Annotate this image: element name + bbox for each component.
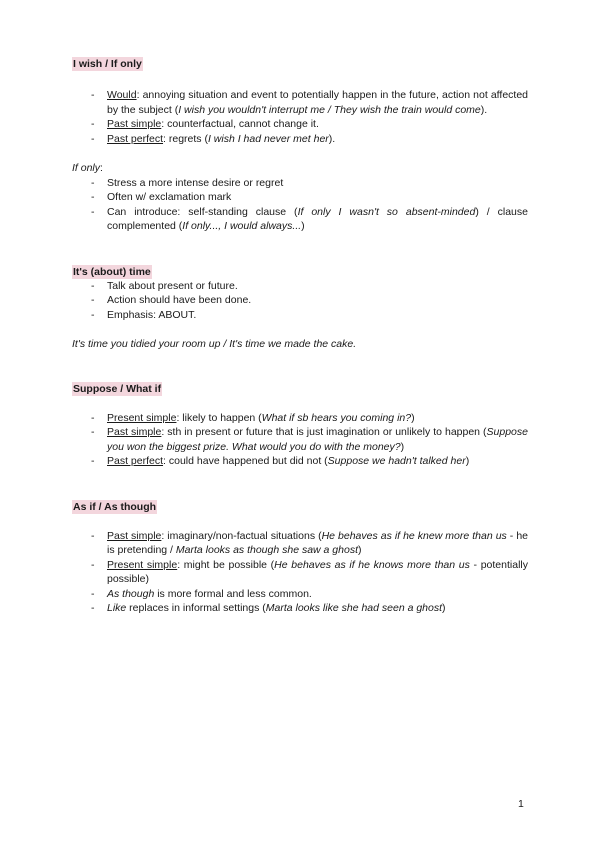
list-item: - Past simple: sth in present or future that is just imagination or unlikely to happen (Suppose you won the biggest prize. What would you do with the money?)	[72, 425, 528, 454]
heading-i-wish: I wish / If only	[73, 58, 142, 70]
if-only-label: If only:	[72, 162, 103, 174]
list-item: - Present simple: might be possible (He behaves as if he knows more than us - potentially possible)	[72, 558, 528, 587]
list-item: - Would: annoying situation and event to potentially happen in the future, action not affected by the subject (I wish you wouldn't interrupt me / They wish the train would come).	[72, 88, 528, 117]
list-item: - Past simple: counterfactual, cannot change it.	[72, 117, 528, 132]
section-its-time	[72, 265, 528, 352]
its-time-list	[72, 279, 528, 323]
list-item: - Past perfect: could have happened but did not (Suppose we hadn't talked her)	[72, 454, 528, 469]
heading-as-if: As if / As though	[73, 500, 157, 513]
section-suppose	[72, 382, 528, 469]
list-item: - As though is more formal and less common.	[72, 587, 528, 602]
as-if-list	[72, 529, 528, 616]
page-number: 1	[518, 798, 524, 810]
its-time-example: It's time you tidied your room up / It's time we made the cake.	[72, 338, 357, 350]
heading-its-time: It's (about) time	[73, 265, 151, 278]
heading-suppose: Suppose / What if	[73, 382, 162, 395]
list-item: - Emphasis: ABOUT.	[72, 308, 528, 323]
i-wish-list	[72, 88, 528, 146]
list-item: - Present simple: likely to happen (What if sb hears you coming in?)	[72, 411, 528, 426]
if-only-list	[72, 176, 528, 234]
document-page	[72, 57, 528, 616]
section-as-if	[72, 500, 528, 616]
list-item: - Can introduce: self-standing clause (If only I wasn't so absent-minded) / clause complemented (If only..., I would always...)	[72, 205, 528, 234]
list-item: - Like replaces in informal settings (Marta looks like she had seen a ghost)	[72, 601, 528, 616]
list-item: - Action should have been done.	[72, 293, 528, 308]
list-item: - Past perfect: regrets (I wish I had never met her).	[72, 132, 528, 147]
suppose-list	[72, 411, 528, 469]
list-item: - Past simple: imaginary/non-factual situations (He behaves as if he knew more than us - he is pretending / Marta looks as though she saw a ghost)	[72, 529, 528, 558]
list-item: - Often w/ exclamation mark	[72, 190, 528, 205]
list-item: - Stress a more intense desire or regret	[72, 176, 528, 191]
section-i-wish	[72, 57, 528, 234]
list-item: - Talk about present or future.	[72, 279, 528, 294]
